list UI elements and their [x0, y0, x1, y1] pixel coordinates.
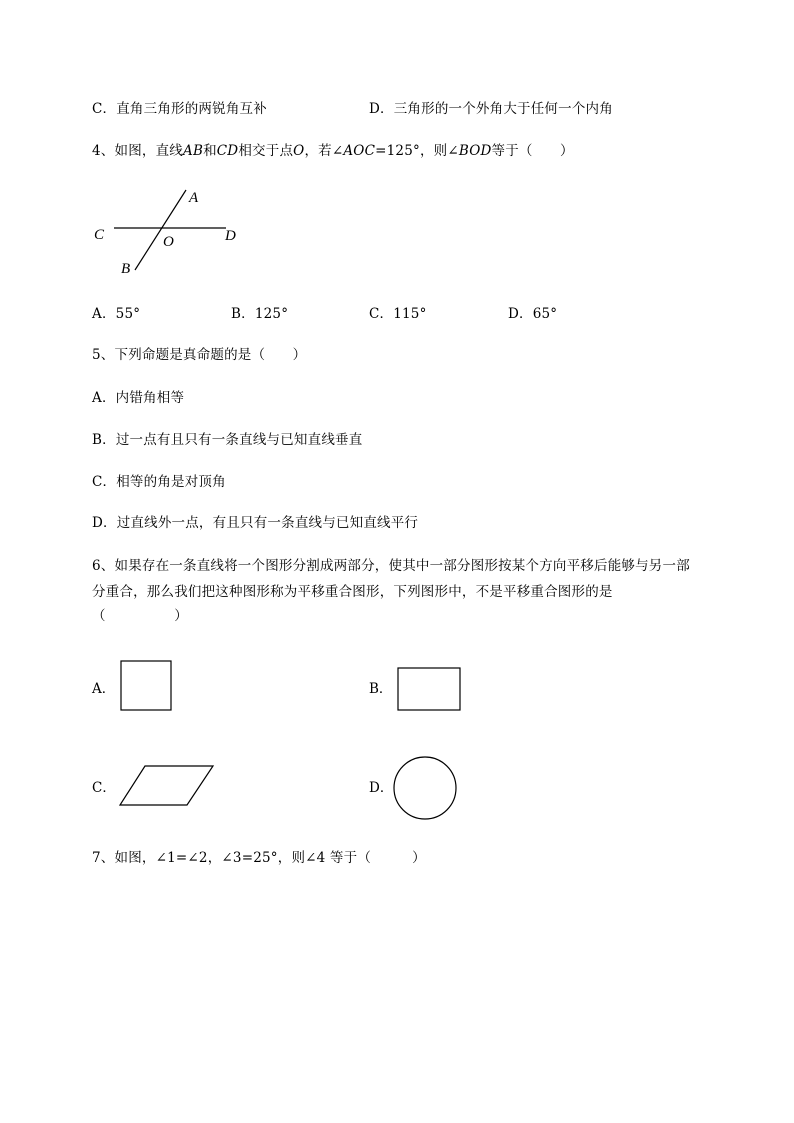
q4-var-cd: CD	[216, 143, 239, 159]
q4-intersecting-lines-figure	[88, 182, 248, 282]
q6-option-c-label: C．	[92, 780, 116, 796]
q3-option-c: C．直角三角形的两锐角互补	[92, 101, 267, 117]
q4-option-b: B．125°	[231, 306, 289, 322]
q4-var-bod: BOD	[458, 143, 492, 159]
q4-stem-prefix: 4、如图，直线	[92, 143, 183, 159]
rectangle-shape	[397, 667, 463, 713]
q7-stem: 7、如图，∠1=∠2，∠3=25°，则∠4 等于（ ）	[92, 850, 426, 866]
q6-option-d-label: D．	[369, 780, 394, 796]
label-o: O	[163, 234, 174, 250]
parallelogram-shape	[118, 765, 216, 807]
q6-stem-line3: （ ）	[92, 608, 188, 624]
q4-stem	[92, 142, 574, 160]
q3-option-d: D．三角形的一个外角大于任何一个内角	[369, 101, 613, 117]
q4-var-ab: AB	[183, 143, 204, 159]
q5-option-b: B．过一点有且只有一条直线与已知直线垂直	[92, 432, 363, 448]
line-ab	[135, 190, 186, 270]
label-b: B	[121, 261, 131, 277]
q5-option-c: C．相等的角是对顶角	[92, 474, 226, 490]
circle-shape	[392, 755, 458, 821]
q4-option-c: C．115°	[369, 306, 427, 322]
q4-stem-cond: ，若∠	[304, 143, 344, 159]
q4-stem-eq: =125°，则∠	[375, 143, 459, 159]
q5-stem: 5、下列命题是真命题的是（ ）	[92, 347, 307, 363]
q6-option-a-label: A．	[92, 681, 116, 697]
q4-option-a: A．55°	[92, 306, 141, 322]
q4-stem-mid: 相交于点	[238, 143, 294, 159]
label-d: D	[225, 228, 236, 244]
q4-stem-suffix: 等于（ ）	[491, 143, 574, 159]
square-shape	[120, 660, 174, 712]
q4-var-aoc: AOC	[343, 143, 376, 159]
q6-option-b-label: B．	[369, 681, 393, 697]
label-c: C	[94, 227, 105, 243]
label-a: A	[189, 190, 199, 206]
q6-stem-line2: 分重合，那么我们把这种图形称为平移重合图形，下列图形中，不是平移重合图形的是	[92, 584, 613, 600]
q5-option-a: A．内错角相等	[92, 390, 185, 406]
q5-option-d: D．过直线外一点，有且只有一条直线与已知直线平行	[92, 515, 419, 531]
q4-var-o: O	[293, 143, 305, 159]
q6-stem-line1: 6、如果存在一条直线将一个图形分割成两部分，使其中一部分图形按某个方向平移后能够与另一部	[92, 558, 690, 574]
q4-option-d: D．65°	[508, 306, 558, 322]
q4-stem-and: 和	[203, 143, 217, 159]
